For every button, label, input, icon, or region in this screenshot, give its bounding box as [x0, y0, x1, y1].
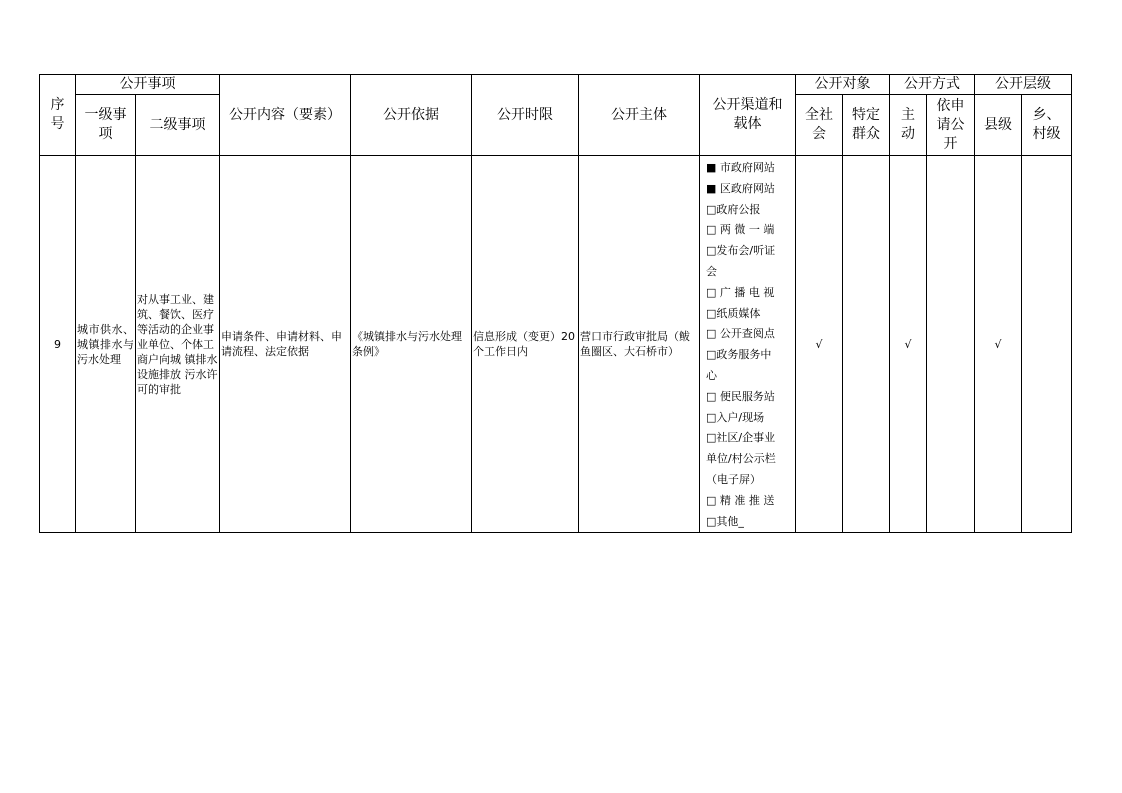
header-basis: 公开依据: [351, 75, 472, 156]
channel-item: 心: [706, 368, 717, 382]
header-method: 公开方式: [890, 75, 975, 95]
header-seq: 序 号: [40, 75, 76, 156]
header-target-all: 全社 会: [796, 95, 843, 156]
header-target: 公开对象: [796, 75, 890, 95]
channel-item: □发布会/听证: [706, 244, 776, 258]
cell-level2: 对从事工业、建筑、餐饮、医疗等活动的企业事业单位、个体工商户向城 镇排水设施排放 污水许可的审批: [136, 156, 220, 533]
cell-channels: [700, 156, 796, 533]
channel-item: 单位/村公示栏: [706, 452, 776, 466]
channel-item: □入户/现场: [706, 410, 765, 424]
header-level1: 一级事 项: [76, 95, 136, 156]
channel-item: □纸质媒体: [706, 306, 761, 320]
cell-level-county-check: √: [975, 156, 1022, 533]
channel-item: ■ 区政府网站: [706, 181, 775, 195]
header-channel: 公开渠道和 载体: [700, 75, 796, 156]
cell-basis: 《城镇排水与污水处理条例》: [351, 156, 472, 533]
cell-level-village-check: [1022, 156, 1072, 533]
cell-method-active-check: √: [890, 156, 927, 533]
header-method-request: 依申 请公 开: [927, 95, 975, 156]
header-matters: 公开事项: [76, 75, 220, 95]
cell-content: 申请条件、申请材料、申请流程、法定依据: [220, 156, 351, 533]
channel-item: □ 精 准 推 送: [706, 493, 775, 507]
header-target-specific: 特定 群众: [843, 95, 890, 156]
header-level2: 二级事项: [136, 95, 220, 156]
header-content: 公开内容（要素）: [220, 75, 351, 156]
cell-target-all-check: √: [796, 156, 843, 533]
disclosure-table: [39, 74, 1072, 533]
channel-item: □其他_: [706, 514, 744, 528]
header-subject: 公开主体: [579, 75, 700, 156]
channel-item: □政务服务中: [706, 348, 772, 362]
header-level-village: 乡、 村级: [1022, 95, 1072, 156]
channel-item: ■ 市政府网站: [706, 161, 775, 174]
channel-item: □社区/企事业: [706, 431, 776, 445]
cell-subject: 营口市行政审批局（鲅鱼圈区、大石桥市）: [579, 156, 700, 533]
header-level-county: 县级: [975, 95, 1022, 156]
channel-item: □ 便民服务站: [706, 389, 775, 403]
header-time-limit: 公开时限: [472, 75, 579, 156]
channel-item: （电子屏）: [706, 472, 761, 486]
channel-item: □政府公报: [706, 202, 761, 216]
cell-method-request-check: [927, 156, 975, 533]
channel-item: □ 公开查阅点: [706, 327, 775, 341]
channel-item: □ 两 微 一 端: [706, 223, 775, 237]
channel-item: 会: [706, 264, 717, 278]
cell-time-limit: 信息形成（变更）20 个工作日内: [472, 156, 579, 533]
table-row: [40, 156, 1072, 533]
header-level: 公开层级: [975, 75, 1072, 95]
cell-level1: 城市供水、城镇排水与污水处理: [76, 156, 136, 533]
cell-seq: 9: [40, 156, 76, 533]
header-method-active: 主 动: [890, 95, 927, 156]
cell-target-specific-check: [843, 156, 890, 533]
channel-item: □ 广 播 电 视: [706, 285, 775, 299]
